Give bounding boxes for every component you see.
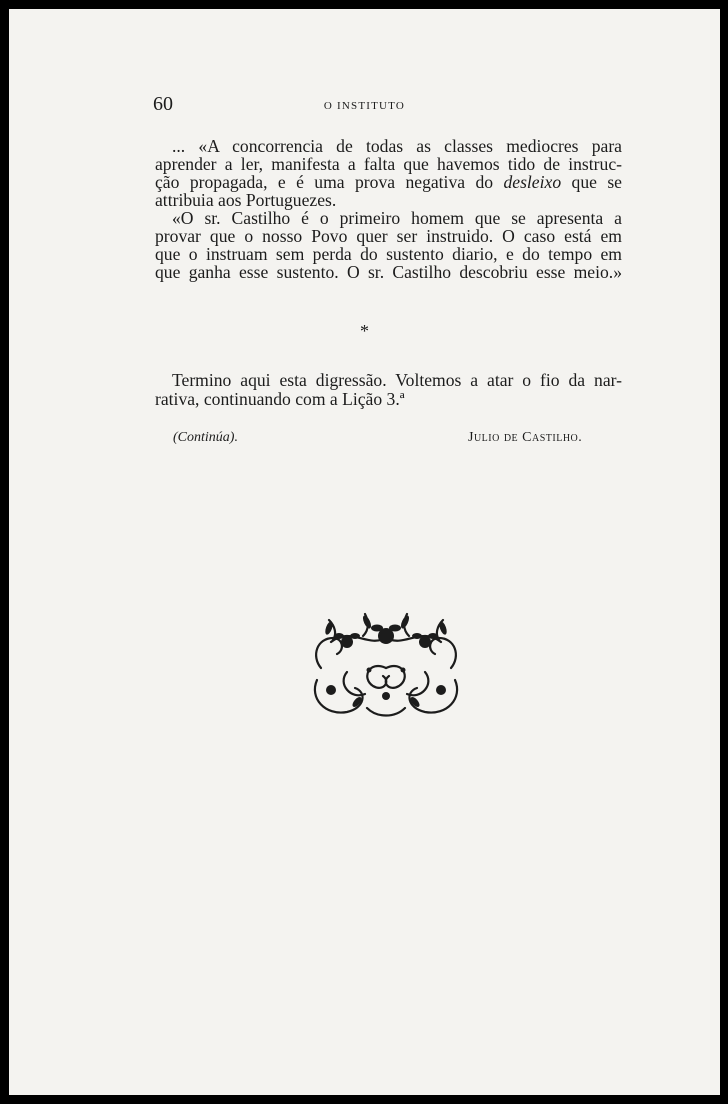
text-line <box>155 173 622 191</box>
text-line: ... «A concorrencia de todas as classes mediocres para <box>172 136 622 156</box>
text-span: que se <box>571 172 622 192</box>
author-signature: Julio de Castilho. <box>468 430 583 445</box>
text-line: rativa, continuando com a Lição 3.ª <box>155 389 405 409</box>
page-number: 60 <box>153 93 173 115</box>
floral-ornament-icon <box>307 608 465 723</box>
document-page <box>9 9 720 1095</box>
continued-note: (Continúa). <box>173 430 238 445</box>
text-line: que ganha esse sustento. O sr. Castilho descobriu esse meio.» <box>155 262 622 282</box>
running-title: O INSTITUTO <box>323 100 406 112</box>
text-line: attribuia aos Portuguezes. <box>155 190 337 210</box>
text-line: provar que o nosso Povo quer ser instruido. O caso está em <box>155 226 622 246</box>
italic-word: desleixo <box>503 172 562 192</box>
text-line: aprender a ler, manifesta a falta que havemos tido de instruc- <box>155 154 622 174</box>
text-line: «O sr. Castilho é o primeiro homem que se apresenta a <box>172 208 622 228</box>
text-line: que o instruam sem perda do sustento diario, e do tempo em <box>155 244 622 264</box>
section-separator: * <box>360 321 369 341</box>
text-span: ção propagada, e é uma prova negativa do <box>155 172 494 192</box>
text-line: Termino aqui esta digressão. Voltemos a atar o fio da nar- <box>172 370 622 390</box>
